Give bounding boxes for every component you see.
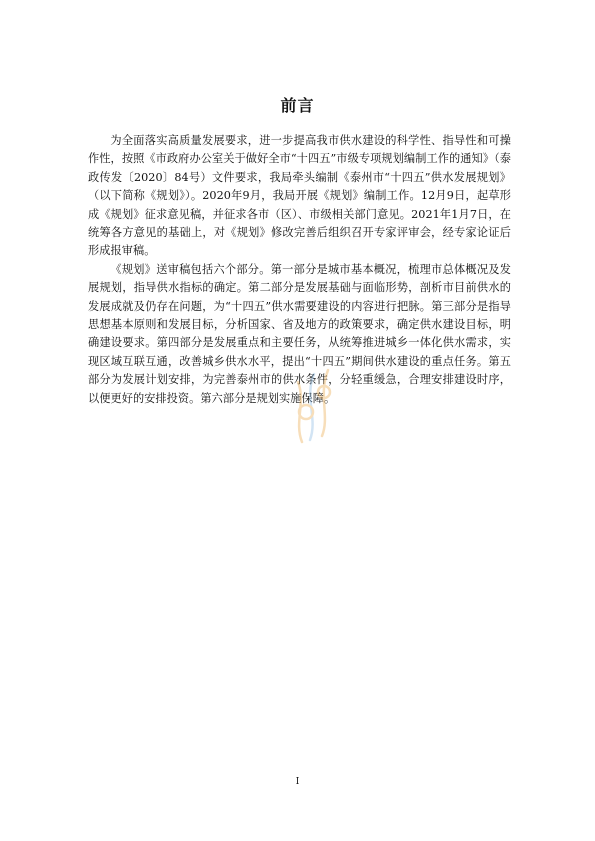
body-text bbox=[88, 132, 511, 408]
paragraph-1: 为全面落实高质量发展要求，进一步提高我市供水建设的科学性、指导性和可操作性，按照《市政府办公室关于做好全市“十四五”市级专项规划编制工作的通知》（泰政传发〔2020〕84号）文件要求，我局牵头编制《泰州市“十四五”供水发展规划》（以下简称《规划》）。2020年9月，我局开展《规划》编制工作。12月9日，起草形成《规划》征求意见稿，并征求各市（区）、市级相关部门意见。2021年1月7日，在统筹各方意见的基础上，对《规划》修改完善后组织召开专家评审会，经专家论证后形成报审稿。 bbox=[88, 134, 511, 258]
paragraph-2: 《规划》送审稿包括六个部分。第一部分是城市基本概况，梳理市总体概况及发展规划，指导供水指标的确定。第二部分是发展基础与面临形势，剖析市目前供水的发展成就及仍存在问题，为“十四五”供水需要建设的内容进行把脉。第三部分是指导思想基本原则和发展目标，分析国家、省及地方的政策要求，确定供水建设目标，明确建设要求。第四部分是发展重点和主要任务，从统筹推进城乡一体化供水需求，实现区域互联互通，改善城乡供水水平，提出“十四五”期间供水建设的重点任务。第五部分为发展计划安排，为完善泰州市的供水条件，分轻重缓急，合理安排建设时序，以便更好的安排投资。第六部分是规划实施保障。 bbox=[88, 262, 511, 405]
page-number: I bbox=[295, 777, 300, 787]
page-title: 前言 bbox=[280, 96, 315, 115]
